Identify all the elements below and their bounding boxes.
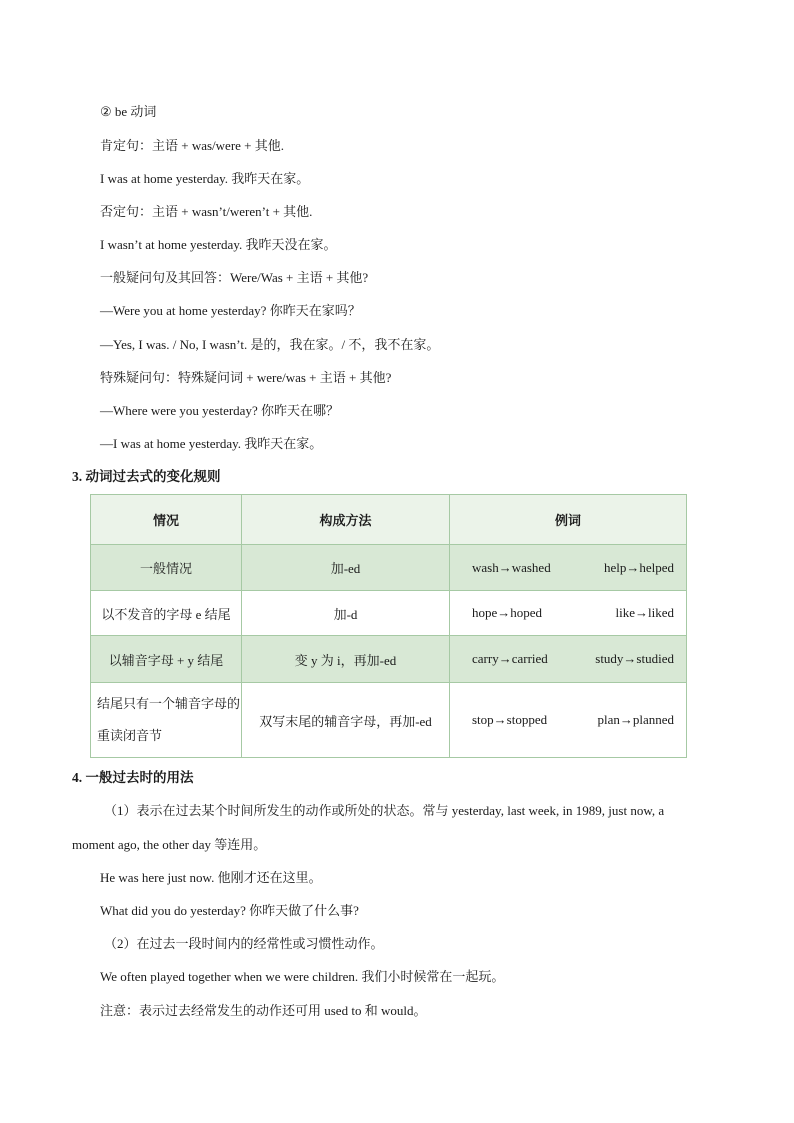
be-line: —Where were you yesterday? 你昨天在哪？ bbox=[100, 403, 339, 418]
example-word: stop→stopped bbox=[472, 712, 548, 727]
header-method: 构成方法 bbox=[242, 495, 450, 545]
be-line: 否定句：主语 + wasn’t/weren’t + 其他. bbox=[100, 204, 313, 219]
case-cell: 以辅音字母 + y 结尾 bbox=[91, 636, 242, 683]
method-cell: 加-d bbox=[242, 591, 450, 636]
table-row bbox=[91, 683, 687, 758]
example-word: like→liked bbox=[615, 605, 674, 620]
be-heading: ② be 动词 bbox=[100, 104, 157, 119]
usage-paragraph: （1）表示在过去某个时间所发生的动作或所处的状态。常与 yesterday, last week, in 1989, just now, a bbox=[104, 803, 665, 818]
examples-cell bbox=[450, 545, 687, 591]
examples-cell bbox=[450, 683, 687, 758]
section-3-title: 3. 动词过去式的变化规则 bbox=[72, 469, 221, 484]
example-word: hope→hoped bbox=[472, 605, 543, 620]
be-line: 一般疑问句及其回答：Were/Was + 主语 + 其他? bbox=[100, 270, 369, 285]
usage-paragraph-continued: moment ago, the other day 等连用。 bbox=[72, 837, 267, 852]
example-word: carry→carried bbox=[472, 651, 548, 666]
example-word: help→helped bbox=[603, 559, 674, 575]
case-cell: 一般情况 bbox=[91, 545, 242, 591]
example-sentence: He was here just now. 他刚才还在这里。 bbox=[100, 870, 322, 885]
table-row bbox=[91, 591, 687, 636]
method-cell: 加-ed bbox=[242, 545, 450, 591]
past-tense-rules-table bbox=[90, 494, 687, 758]
example-sentence: What did you do yesterday? 你昨天做了什么事? bbox=[100, 903, 359, 918]
example-sentence: We often played together when we were children. 我们小时候常在一起玩。 bbox=[100, 969, 505, 984]
case-cell: 结尾只有一个辅音字母的重读闭音节 bbox=[91, 683, 242, 758]
usage-paragraph: （2）在过去一段时间内的经常性或习惯性动作。 bbox=[104, 936, 384, 951]
be-line: I was at home yesterday. 我昨天在家。 bbox=[100, 171, 310, 186]
be-line: —I was at home yesterday. 我昨天在家。 bbox=[100, 436, 323, 451]
examples-cell bbox=[450, 591, 687, 636]
example-word: wash→washed bbox=[472, 559, 551, 575]
be-line: —Yes, I was. / No, I wasn’t. 是的，我在家。/ 不，我不在家。 bbox=[100, 337, 440, 352]
table-header-row bbox=[91, 495, 687, 545]
method-cell: 双写末尾的辅音字母，再加-ed bbox=[242, 683, 450, 758]
be-line: —Were you at home yesterday? 你昨天在家吗？ bbox=[100, 303, 361, 318]
be-line: 特殊疑问句：特殊疑问词 + were/was + 主语 + 其他? bbox=[100, 370, 392, 385]
method-cell: 变 y 为 i，再加-ed bbox=[242, 636, 450, 683]
examples-cell bbox=[450, 636, 687, 683]
header-examples: 例词 bbox=[450, 495, 687, 545]
header-case: 情况 bbox=[91, 495, 242, 545]
table-row bbox=[91, 545, 687, 591]
case-cell: 以不发音的字母 e 结尾 bbox=[91, 591, 242, 636]
table-row bbox=[91, 636, 687, 683]
be-line: 肯定句：主语 + was/were + 其他. bbox=[100, 138, 284, 153]
section-4-title: 4. 一般过去时的用法 bbox=[72, 770, 194, 785]
note: 注意：表示过去经常发生的动作还可用 used to 和 would。 bbox=[100, 1003, 427, 1018]
be-line: I wasn’t at home yesterday. 我昨天没在家。 bbox=[100, 237, 337, 252]
example-word: plan→planned bbox=[597, 712, 674, 727]
example-word: study→studied bbox=[595, 651, 674, 666]
